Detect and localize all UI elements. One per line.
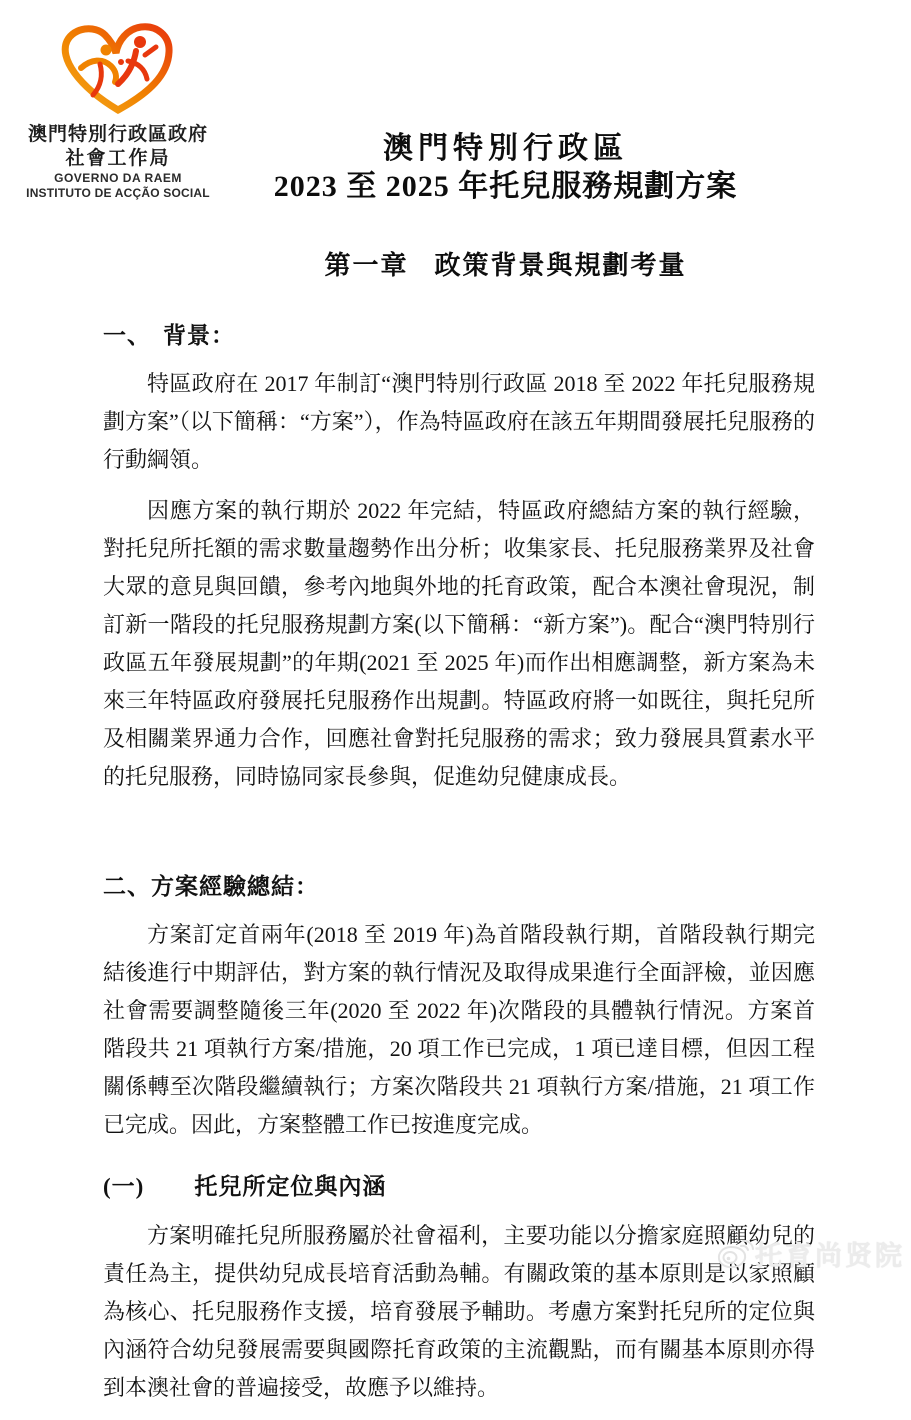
subsection-heading-positioning	[103, 1168, 815, 1201]
chapter-title: 政策背景與規劃考量	[434, 251, 687, 280]
heart-figures-logo-icon	[48, 18, 188, 118]
chapter-heading	[150, 245, 861, 282]
section-heading-text: 方案經驗總結：	[151, 874, 319, 899]
subsection-title: 托兒所定位與內涵	[194, 1174, 387, 1199]
paragraph: 因應方案的執行期於 2022 年完結，特區政府總結方案的執行經驗，對托兒所托額的需求數量趨勢作出分析；收集家長、托兒服務業界及社會大眾的意見與回饋，參考內地與外地的托育政策，配合本澳社會現況，制訂新一階段的托兒服務規劃方案(以下簡稱：“新方案”)。配合“澳門特別行政區五年發展規劃”的年期(2021 至 2025 年)而作出相應調整，新方案為未來三年特區政府發展托兒服務作出規劃。特區政府將一如既往，與托兒所及相關業界通力合作，回應社會對托兒服務的需求；致力發展具質素水平的托兒服務，同時協同家長參與，促進幼兒健康成長。	[103, 498, 815, 789]
org-name-chinese-line2: 社會工作局	[65, 148, 171, 169]
document-title-line1: 澳門特別行政區	[383, 132, 628, 165]
document-title-line2: 2023 至 2025 年托兒服務規劃方案	[273, 170, 738, 203]
section-heading-background	[103, 317, 815, 350]
org-name-portuguese-line1: GOVERNO DA RAEM	[54, 171, 182, 185]
section-heading-text: 背景：	[163, 323, 235, 348]
watermark-text: 托育尚贤院	[755, 1241, 905, 1271]
weibo-icon	[715, 1238, 755, 1270]
document-title	[150, 130, 861, 206]
section-plan-experience-summary	[103, 868, 815, 1407]
section-number: 一、	[103, 323, 151, 348]
watermark	[715, 1234, 905, 1273]
org-name-portuguese-line2: INSTITUTO DE ACÇÃO SOCIAL	[26, 186, 210, 200]
document-body	[103, 317, 815, 1420]
paragraph: 方案訂定首兩年(2018 至 2019 年)為首階段執行期，首階段執行期完結後進行中期評估，對方案的執行情況及取得成果進行全面評檢，並因應社會需要調整隨後三年(2020 至 2022 年)次階段的具體執行情況。方案首階段共 21 項執行方案/措施，20 項工作已完成，1 項已達目標，但因工程關係轉至次階段繼續執行；方案次階段共 21 項執行方案/措施，21 項工作已完成。因此，方案整體工作已按進度完成。	[103, 922, 815, 1137]
section-heading-summary	[103, 868, 815, 901]
paragraph: 方案明確托兒所服務屬於社會福利，主要功能以分擔家庭照顧幼兒的責任為主，提供幼兒成長培育活動為輔。有關政策的基本原則是以家照顧為核心、托兒服務作支援，培育發展予輔助。考慮方案對托兒所的定位與內涵符合幼兒發展需要與國際托育政策的主流觀點，而有關基本原則亦得到本澳社會的普遍接受，故應予以維持。	[103, 1223, 815, 1400]
section-background	[103, 317, 815, 796]
paragraph: 特區政府在 2017 年制訂“澳門特別行政區 2018 至 2022 年托兒服務規劃方案”（以下簡稱：“方案”），作為特區政府在該五年期間發展托兒服務的行動綱領。	[103, 371, 815, 472]
subsection-number: (一)	[103, 1174, 145, 1199]
section-number: 二、	[103, 874, 151, 899]
chapter-number: 第一章	[324, 251, 409, 280]
org-name-chinese-line1: 澳門特別行政區政府	[27, 124, 208, 145]
